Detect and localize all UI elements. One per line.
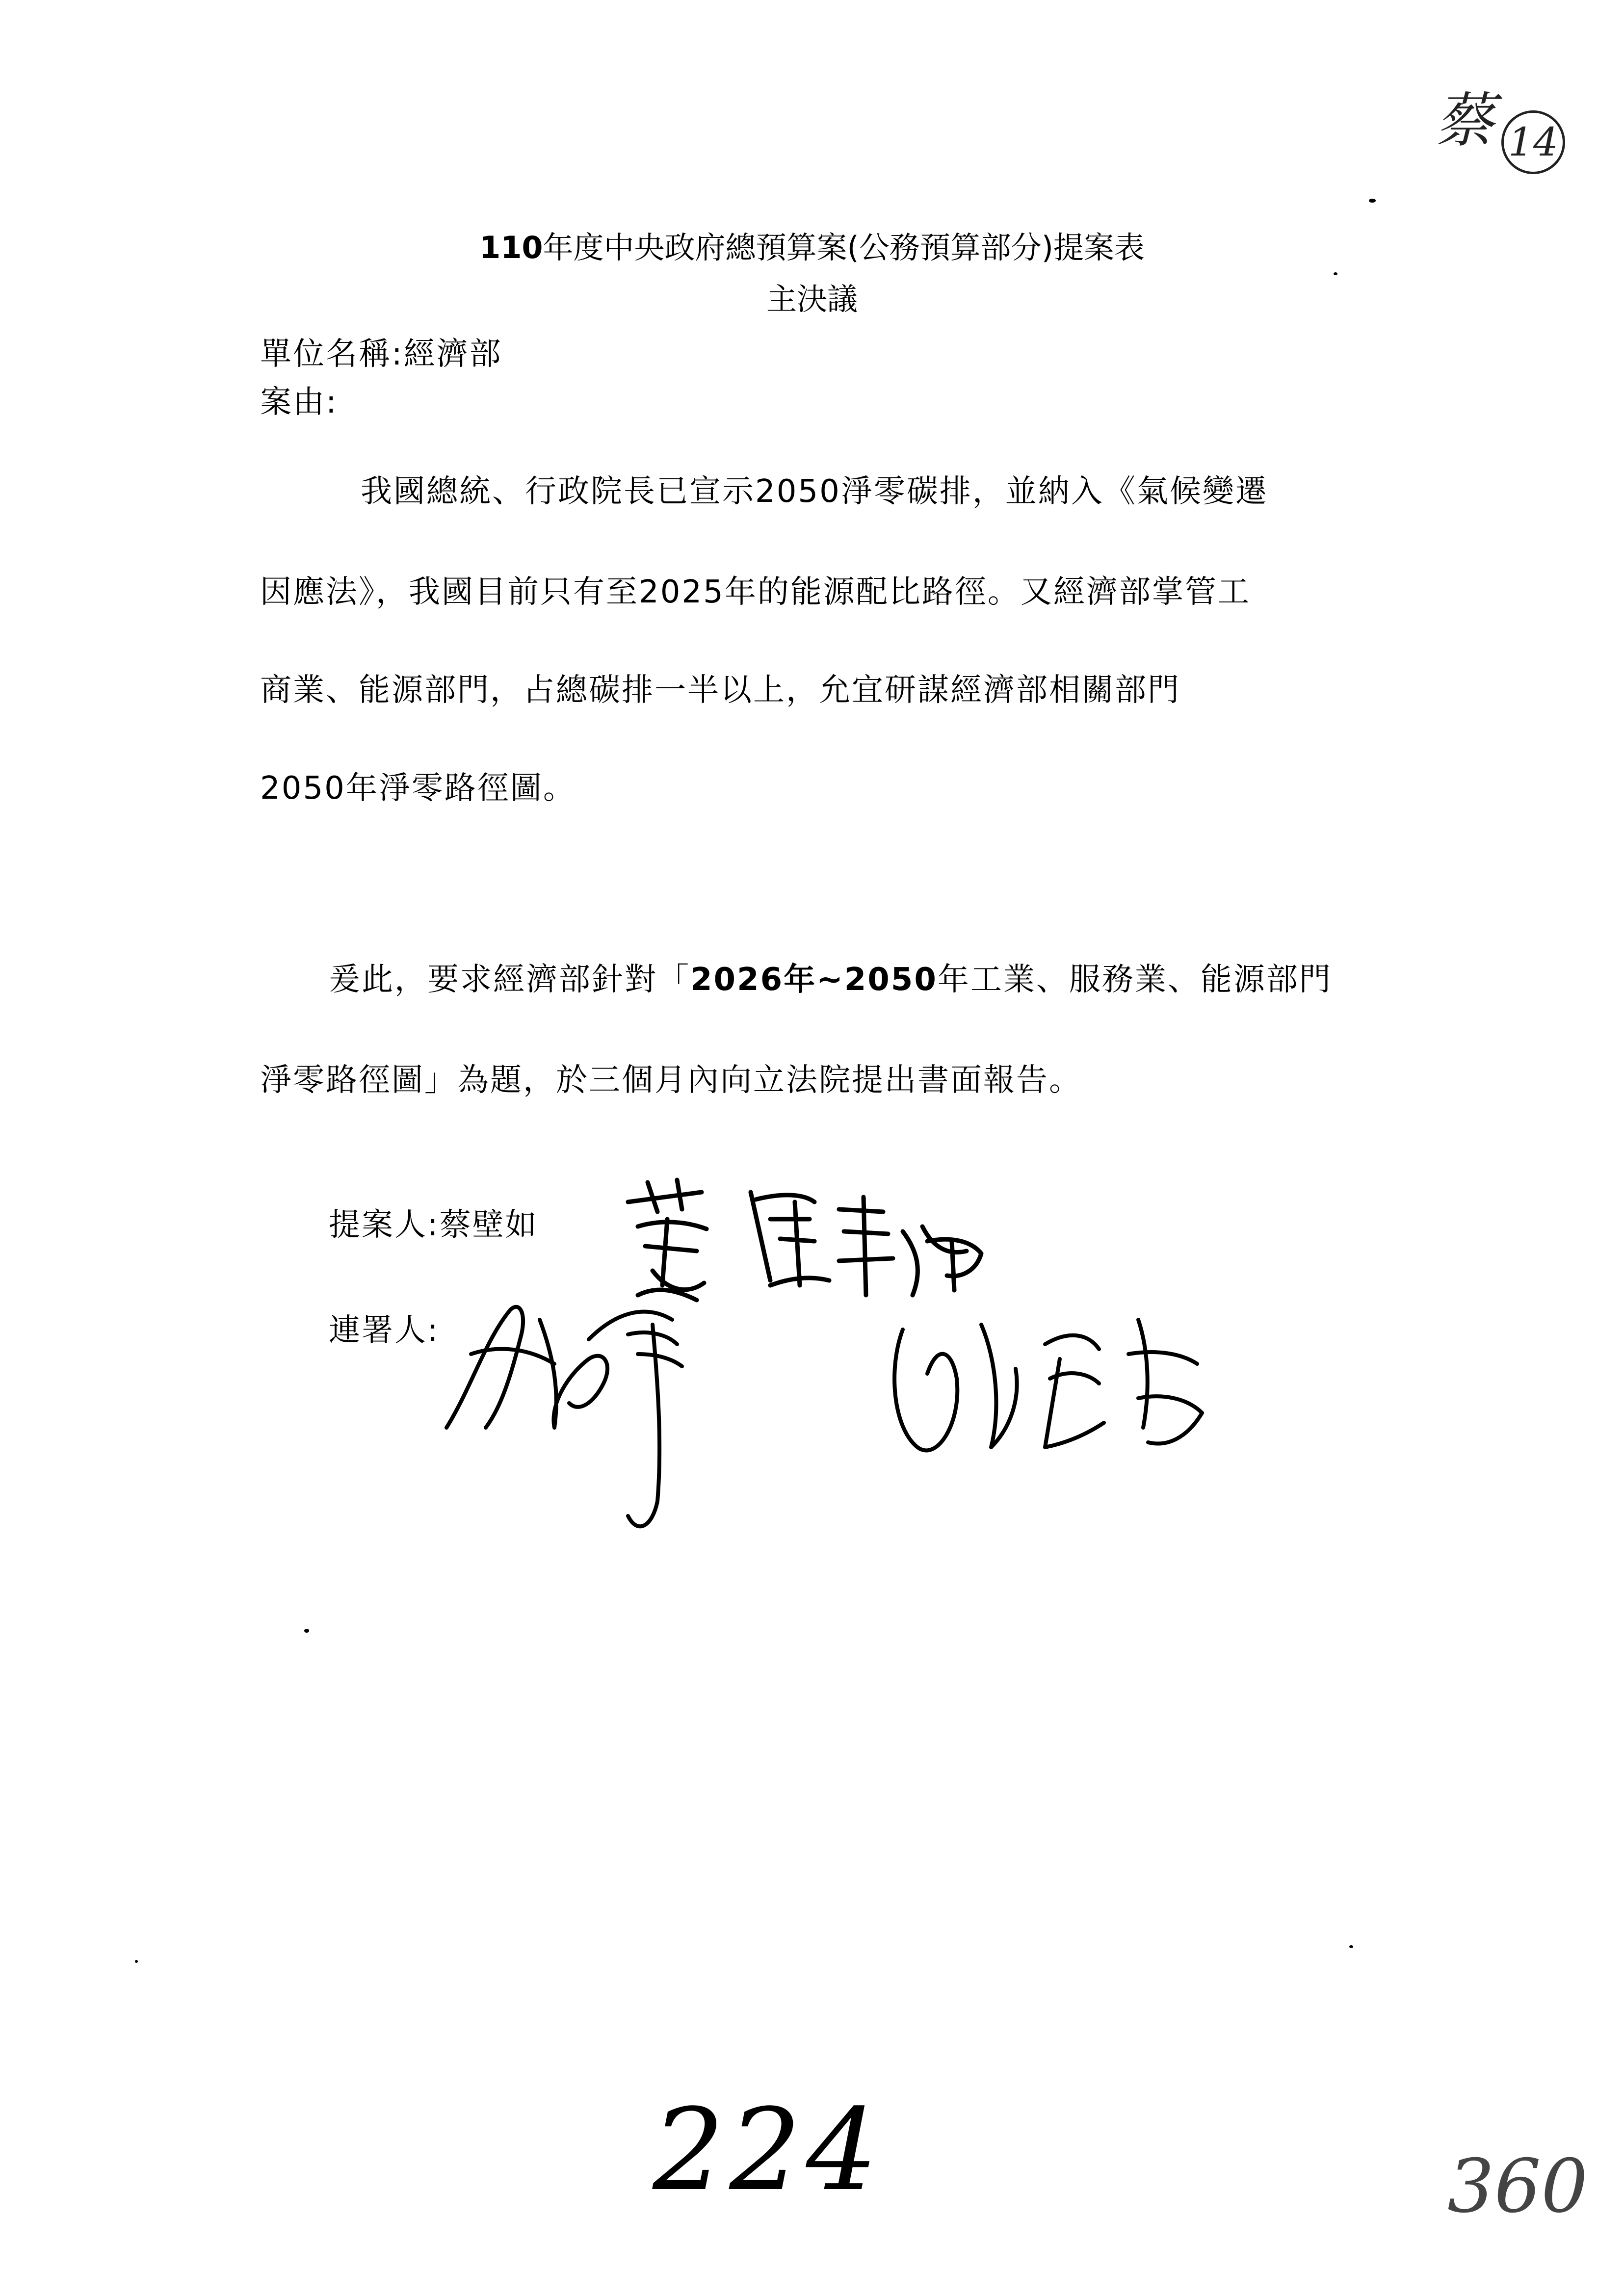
reason-label: 案由: <box>260 384 338 420</box>
page-subtitle: 主決議 <box>766 281 858 317</box>
scan-speck <box>135 1960 138 1963</box>
reason-line-4: 2050年淨零路徑圖。 <box>260 770 576 807</box>
proposer-label: 提案人: <box>329 1207 440 1243</box>
reason-line-3: 商業、能源部門，占總碳排一半以上，允宜研謀經濟部相關部門 <box>260 672 1180 708</box>
corner-mark <box>1435 74 1494 158</box>
title-text: 年度中央政府總預算案(公務預算部分)提案表 <box>543 230 1145 265</box>
scan-speck <box>1349 1945 1353 1948</box>
title-year: 110 <box>479 230 543 265</box>
proposer-field <box>329 1200 538 1245</box>
page-number-center: 224 <box>653 2085 883 2216</box>
cosigner-label: 連署人: <box>329 1312 440 1349</box>
unit-field <box>260 329 502 374</box>
scan-speck <box>1369 199 1376 203</box>
corner-mark-char: 蔡 <box>1435 87 1494 155</box>
unit-label: 單位名稱: <box>260 336 404 372</box>
reason-line-2: 因應法》，我國目前只有至2025年的能源配比路徑。又經濟部掌管工 <box>260 574 1251 610</box>
request-period: 2026年~2050 <box>690 962 938 998</box>
reason-line-1: 我國總統、行政院長已宣示2050淨零碳排，並納入《氣候變遷 <box>361 473 1268 510</box>
unit-value: 經濟部 <box>403 336 502 372</box>
corner-mark-number: 14 <box>1501 110 1565 174</box>
request-line-2: 淨零路徑圖」為題，於三個月內向立法院提出書面報告。 <box>260 1062 1082 1098</box>
cosigner-signature-1 <box>442 1280 775 1555</box>
scan-speck <box>304 1629 309 1633</box>
cosigner-signature-2 <box>883 1300 1236 1487</box>
page-number-right: 360 <box>1447 2144 1588 2229</box>
page-title <box>0 223 1624 267</box>
proposer-name: 蔡壁如 <box>439 1207 538 1243</box>
scan-speck <box>1334 272 1337 275</box>
request-line-1: 爰此，要求經濟部針對「2026年~2050年工業、服務業、能源部門 <box>329 962 1332 998</box>
